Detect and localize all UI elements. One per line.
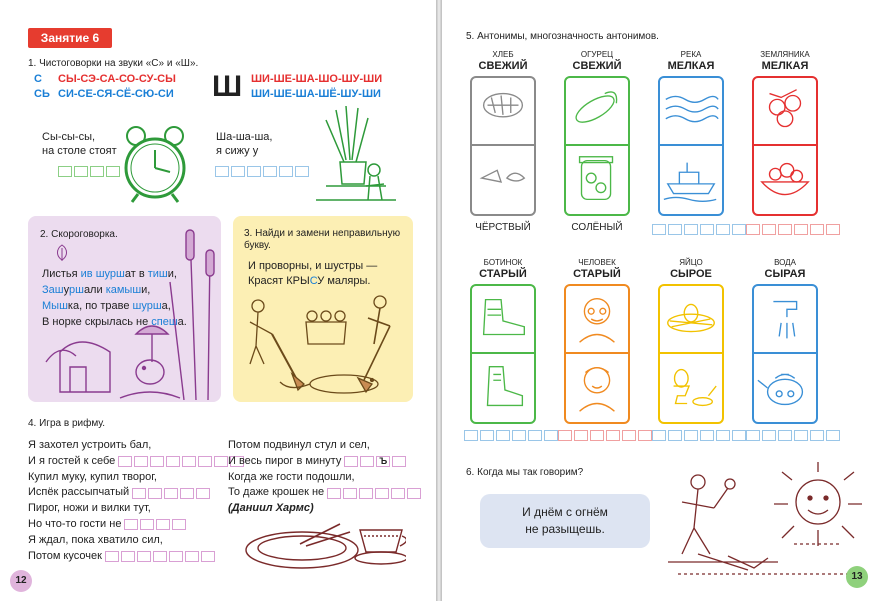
poem-author: (Даниил Хармс) (228, 502, 314, 515)
bread2-icon (472, 149, 534, 211)
rhyme-line: И весь пирог в минуту Ъ (228, 454, 421, 470)
card-noun: ОГУРЕЦ (580, 50, 614, 59)
saying-line-2: не разыщешь. (525, 522, 605, 536)
ex5-heading: 5. Антонимы, многозначность антонимов. (466, 31, 659, 42)
rhyme-answer-boxes[interactable] (118, 456, 244, 467)
s-verse-line-2: на столе стоят (42, 145, 117, 158)
rhyme-line: Пирог, ножи и вилки тут, (28, 502, 151, 515)
card-answer: ЧЁРСТВЫЙ (475, 222, 531, 233)
ex3-heading: 3. Найди и замени неправильную букву. (244, 228, 401, 251)
card-adjective: СЫРАЯ (764, 268, 806, 280)
card-adjective: МЕЛКАЯ (667, 60, 715, 72)
antonym-card (470, 284, 536, 424)
page-number-right: 13 (846, 566, 868, 588)
card-adjective: СТАРЫЙ (573, 268, 621, 280)
ex3-verse (248, 259, 377, 289)
hard-sign: Ъ (376, 456, 390, 467)
oldman-icon (566, 288, 628, 350)
rhyme-answer-boxes[interactable] (105, 551, 215, 562)
card-adjective: СЫРОЕ (670, 268, 712, 280)
sh-verse (216, 130, 272, 159)
antonym-card (470, 76, 536, 216)
card-noun: ЯЙЦО (679, 258, 703, 267)
card-adjective: СТАРЫЙ (479, 268, 527, 280)
antonym-answer-boxes[interactable] (746, 430, 840, 441)
rhyme-line: Испёк рассыпчатый (28, 485, 244, 501)
rhyme-line: Я захотел устроить бал, (28, 439, 152, 451)
rhyme-line: Когда же гости подошли, (228, 470, 355, 483)
rhyme-line: Потом подвинул стул и сел, (228, 439, 370, 451)
ex3-line-1: И проворны, и шустры — (248, 260, 378, 272)
card-noun: ХЛЕБ (492, 50, 514, 59)
card-answer: СОЛЁНЫЙ (571, 222, 623, 233)
tt-line-3: Мышка, по траве шурша, (42, 300, 171, 312)
lantern-sun-illustration (658, 458, 868, 582)
page-number-left: 12 (10, 570, 32, 592)
boot-old-icon (472, 288, 534, 350)
alarm-clock-icon (118, 122, 192, 206)
ex3-line-2: Красят КРЫСУ маляры. (248, 275, 371, 287)
antonym-card (752, 76, 818, 216)
card-noun: БОТИНОК (483, 258, 523, 267)
rhyme-line: Купил муку, купил творог, (28, 470, 157, 483)
s-answer-boxes[interactable] (58, 166, 120, 177)
hut-scene-icon (306, 100, 402, 208)
card-noun: ЗЕМЛЯНИКА (760, 50, 810, 59)
ex4-heading: 4. Игра в рифму. (28, 418, 106, 429)
antonym-card (752, 284, 818, 424)
antonym-card (564, 284, 630, 424)
left-page (0, 0, 436, 601)
s-verse (42, 130, 117, 159)
tt-line-2: Зашуршали камыши, (42, 284, 151, 296)
antonym-answer-boxes[interactable] (464, 430, 558, 441)
card-adjective: МЕЛКАЯ (761, 60, 809, 72)
right-page (442, 0, 880, 601)
rhyme-right-column (228, 438, 421, 517)
kettle-icon (754, 357, 816, 419)
sh-letter: Ш (212, 70, 243, 103)
sh-verse-line-2: я сижу у (216, 145, 259, 158)
antonym-answer-boxes[interactable] (558, 430, 652, 441)
rhyme-line: И я гостей к себе (28, 454, 244, 470)
s-letter-1: С (34, 73, 42, 85)
s-line-1: СЫ-СЭ-СА-СО-СУ-СЫ (58, 73, 176, 85)
painters-rats-illustration (240, 292, 408, 400)
antonym-card (658, 284, 724, 424)
cucumber-icon (566, 80, 628, 142)
boot-new-icon (472, 357, 534, 419)
rhyme-line: Потом кусочек (28, 549, 244, 565)
card-noun: ЧЕЛОВЕК (578, 258, 616, 267)
river-icon (660, 80, 722, 142)
ex2-heading: 2. Скороговорка. (40, 229, 118, 240)
rhyme-line: Но что-то гости не (28, 517, 244, 533)
antonym-card (564, 76, 630, 216)
rhyme-answer-boxes[interactable] (132, 488, 210, 499)
wrong-letter[interactable]: С (309, 275, 318, 287)
sh-line-2: ШИ-ШЕ-ША-ШЁ-ШУ-ШИ (251, 88, 381, 100)
bread-icon (472, 80, 534, 142)
rhyme-line: То даже крошек не (228, 485, 421, 501)
card-noun: РЕКА (680, 50, 702, 59)
rhyme-answer-boxes[interactable] (327, 488, 421, 499)
berries-icon (754, 80, 816, 142)
rhyme-answer-boxes[interactable] (344, 456, 406, 467)
youngman-icon (566, 357, 628, 419)
s-syllables (34, 72, 176, 102)
card-noun: ВОДА (774, 258, 796, 267)
rhyme-answer-boxes[interactable] (124, 519, 186, 530)
rhyme-left-column (28, 438, 244, 564)
sh-line-1: ШИ-ШЕ-ША-ШО-ШУ-ШИ (251, 73, 383, 85)
tt-line-4: В норке скрылась не спеша. (42, 316, 187, 328)
bowl-icon (754, 149, 816, 211)
reeds-mouse-illustration (40, 222, 220, 400)
sh-answer-boxes[interactable] (215, 166, 309, 177)
eggcup-icon (660, 357, 722, 419)
s-verse-line-1: Сы-сы-сы, (42, 131, 96, 143)
ex1-heading: 1. Чистоговорки на звуки «С» и «Ш». (28, 58, 199, 69)
ship-icon (660, 149, 722, 211)
antonym-answer-boxes[interactable] (746, 224, 840, 235)
antonym-answer-boxes[interactable] (652, 224, 746, 235)
card-adjective: СВЕЖИЙ (478, 60, 528, 72)
s-letter-2: СЬ (34, 88, 50, 100)
saying-line-1: И днём с огнём (522, 505, 608, 519)
card-adjective: СВЕЖИЙ (572, 60, 622, 72)
saying-panel (480, 494, 650, 548)
rhyme-line: Я ждал, пока хватило сил, (28, 533, 163, 546)
antonym-card (658, 76, 724, 216)
antonym-answer-boxes[interactable] (652, 430, 746, 441)
s-line-2: СИ-СЕ-СЯ-СЁ-СЮ-СИ (58, 88, 174, 100)
nest-icon (660, 288, 722, 350)
tt-line-1: Листья ив шуршат в тиши, (42, 268, 177, 280)
jar-icon (566, 149, 628, 211)
lesson-title: Занятие 6 (28, 28, 112, 48)
ex6-heading: 6. Когда мы так говорим? (466, 467, 584, 478)
tap-icon (754, 288, 816, 350)
pie-cup-illustration (240, 514, 406, 574)
sh-syllables (251, 72, 382, 102)
sh-verse-line-1: Ша-ша-ша, (216, 131, 273, 143)
